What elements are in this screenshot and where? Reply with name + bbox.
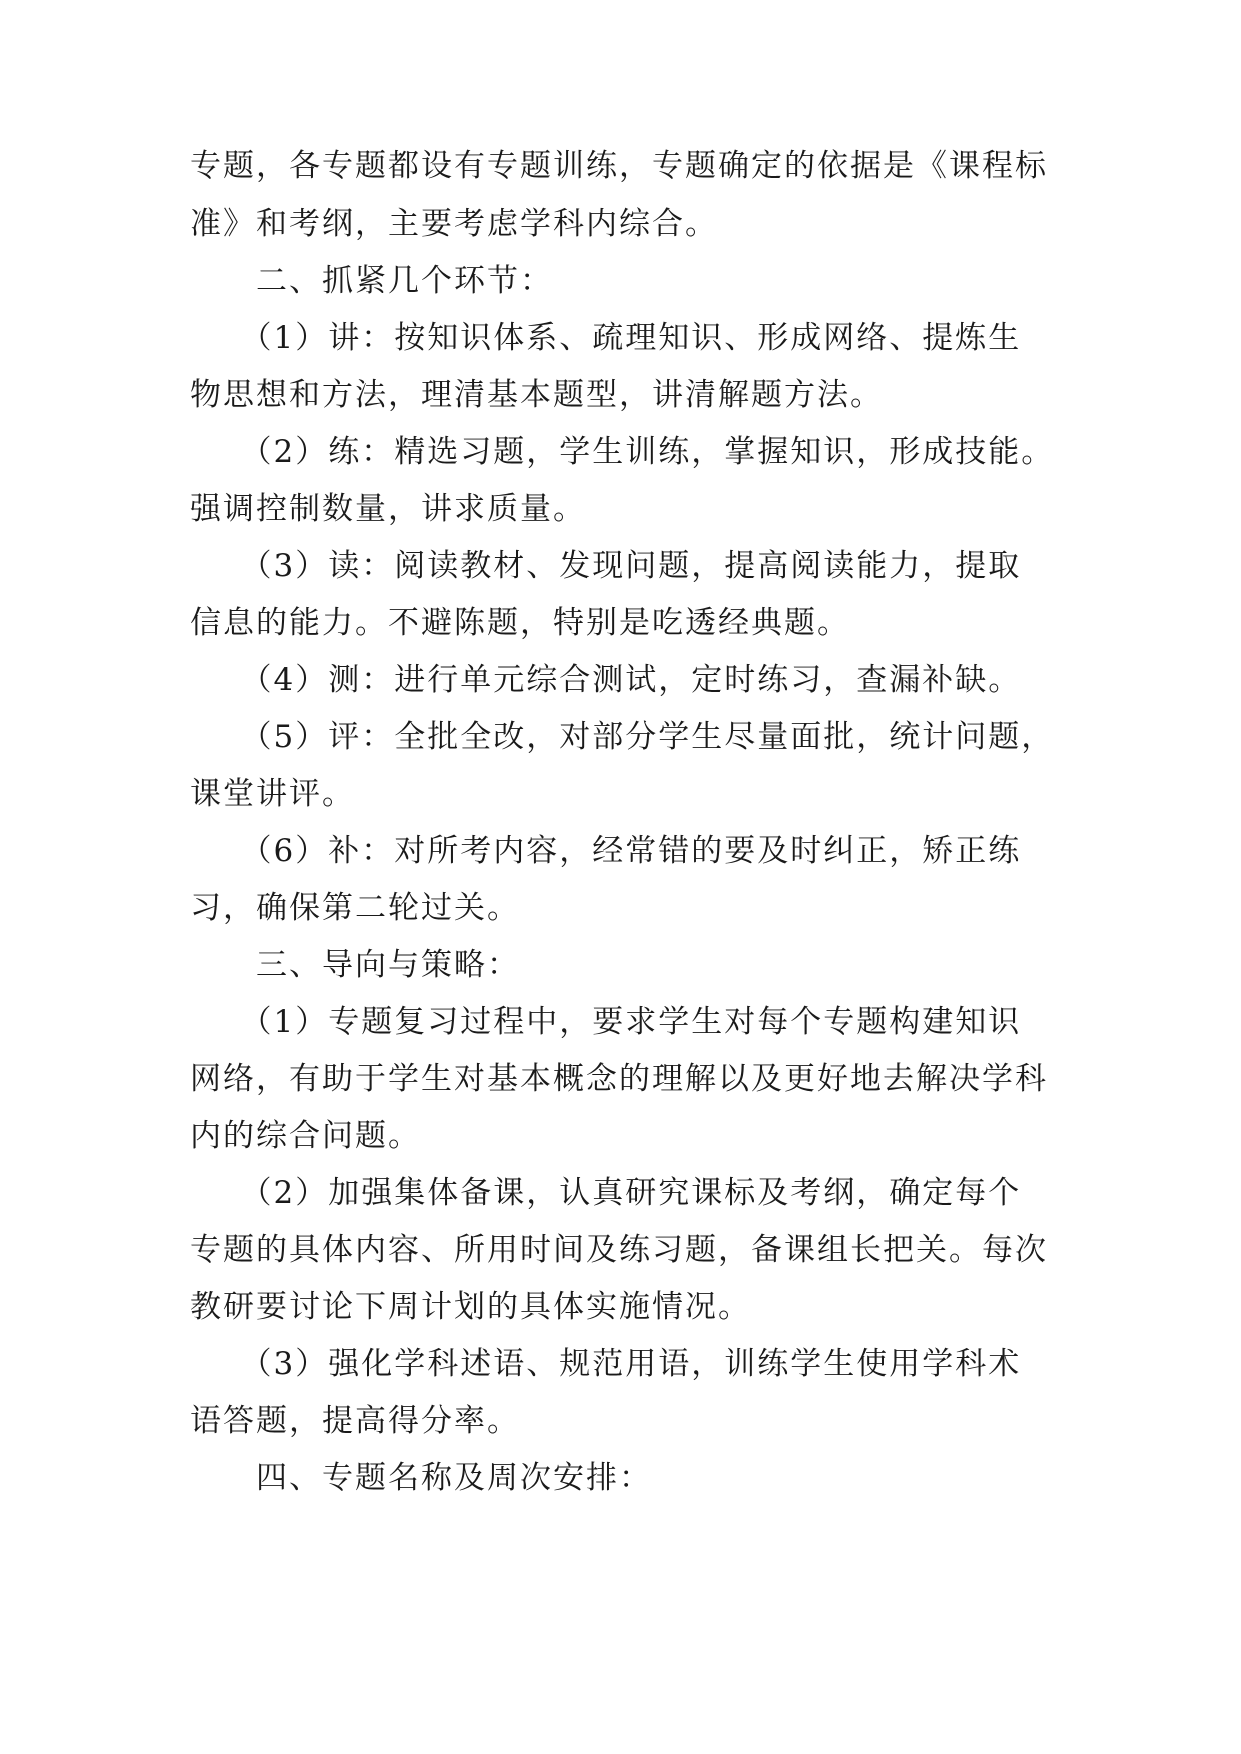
text-line: 习，确保第二轮过关。 — [190, 890, 520, 926]
section-heading: 三、导向与策略： — [190, 947, 520, 983]
section-heading: 二、抓紧几个环节： — [190, 263, 553, 299]
text-line: （1）专题复习过程中，要求学生对每个专题构建知识 — [190, 1004, 1022, 1040]
text-line: 课堂讲评。 — [190, 776, 355, 812]
text-line: （1）讲：按知识体系、疏理知识、形成网络、提炼生 — [190, 320, 1022, 356]
text-line: （4）测：进行单元综合测试，定时练习，查漏补缺。 — [190, 662, 1022, 698]
text-line: 内的综合问题。 — [190, 1118, 421, 1154]
text-line: （2）加强集体备课，认真研究课标及考纲，确定每个 — [190, 1175, 1022, 1211]
text-line: （6）补：对所考内容，经常错的要及时纠正，矫正练 — [190, 833, 1022, 869]
text-line: 教研要讨论下周计划的具体实施情况。 — [190, 1289, 751, 1325]
text-line: 专题的具体内容、所用时间及练习题，备课组长把关。每次 — [190, 1232, 1048, 1268]
text-line: 网络，有助于学生对基本概念的理解以及更好地去解决学科 — [190, 1061, 1048, 1097]
section-heading: 四、专题名称及周次安排： — [190, 1460, 652, 1496]
text-line: （2）练：精选习题，学生训练，掌握知识，形成技能。 — [190, 434, 1055, 470]
text-line: 语答题，提高得分率。 — [190, 1403, 520, 1439]
text-line: 强调控制数量，讲求质量。 — [190, 491, 586, 527]
text-line: 物思想和方法，理清基本题型，讲清解题方法。 — [190, 377, 883, 413]
text-line: （3）读：阅读教材、发现问题，提高阅读能力，提取 — [190, 548, 1022, 584]
text-line: （5）评：全批全改，对部分学生尽量面批，统计问题， — [190, 719, 1055, 755]
text-line: 专题，各专题都设有专题训练，专题确定的依据是《课程标 — [190, 148, 1048, 184]
text-line: 信息的能力。不避陈题，特别是吃透经典题。 — [190, 605, 850, 641]
text-line: 准》和考纲，主要考虑学科内综合。 — [190, 206, 718, 242]
text-line: （3）强化学科述语、规范用语，训练学生使用学科术 — [190, 1346, 1022, 1382]
